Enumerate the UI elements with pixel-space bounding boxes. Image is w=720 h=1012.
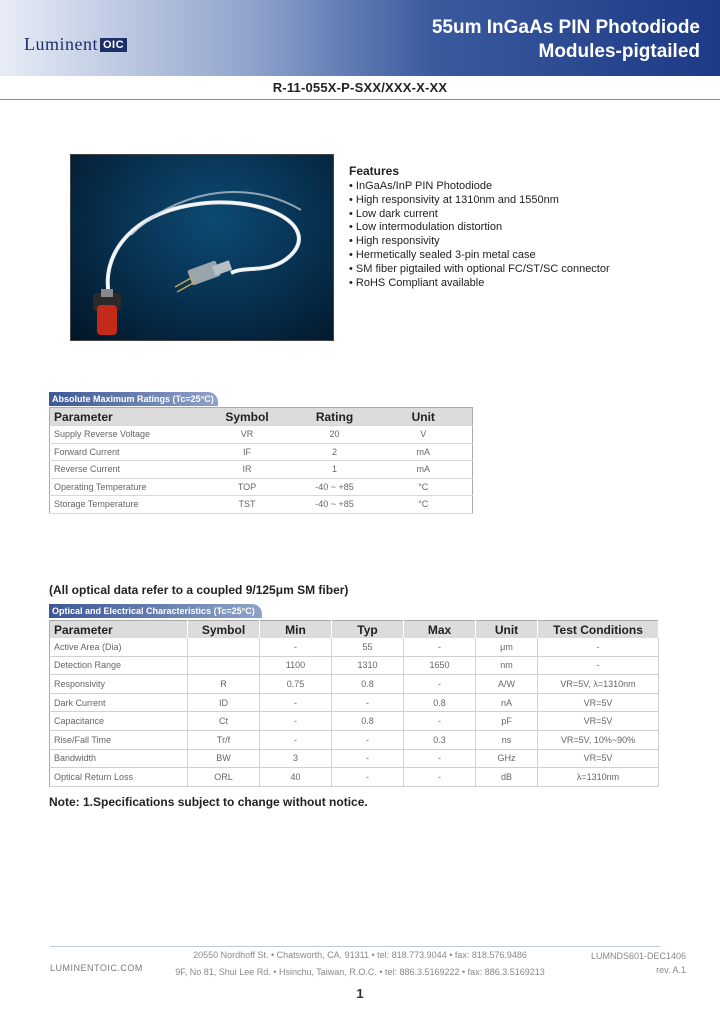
cell: Dark Current [50, 693, 188, 712]
cell: A/W [476, 675, 538, 694]
feature-item: • RoHS Compliant available [349, 277, 610, 291]
divider [0, 99, 720, 100]
col-header: Test Conditions [538, 621, 659, 639]
optical-note: (All optical data refer to a coupled 9/125μm SM fiber) [49, 583, 349, 597]
cell: λ=1310nm [538, 768, 659, 787]
table-row [50, 712, 659, 731]
abs-max-table [49, 407, 473, 514]
cell: - [332, 768, 404, 787]
document-title-line2: Modules-pigtailed [538, 41, 700, 62]
product-photo [70, 154, 334, 341]
table-row [50, 675, 659, 694]
cell: Detection Range [50, 656, 188, 675]
cell: 1310 [332, 656, 404, 675]
cell: pF [476, 712, 538, 731]
cell: - [538, 638, 659, 656]
cell: - [404, 768, 476, 787]
cell: 1650 [404, 656, 476, 675]
feature-item: • Hermetically sealed 3-pin metal case [349, 249, 610, 263]
cell: - [260, 730, 332, 749]
cell: Forward Current [50, 443, 200, 461]
optical-caption: Optical and Electrical Characteristics (Tc=25°C) [49, 604, 262, 618]
cell: VR=5V [538, 749, 659, 768]
part-number: R-11-055X-P-SXX/XXX-X-XX [272, 80, 448, 95]
abs-max-caption: Absolute Maximum Ratings (Tc=25°C) [49, 392, 218, 406]
col-header: Parameter [50, 408, 200, 426]
col-header: Symbol [188, 621, 260, 639]
col-header: Unit [476, 621, 538, 639]
cell: VR=5V [538, 693, 659, 712]
company-logo: Luminent OIC [24, 34, 127, 55]
cell: VR=5V, λ=1310nm [538, 675, 659, 694]
feature-item: • High responsivity at 1310nm and 1550nm [349, 194, 610, 208]
cell: - [404, 638, 476, 656]
cell: -40 ~ +85 [295, 496, 375, 514]
cell: Reverse Current [50, 461, 200, 479]
table-row [50, 478, 473, 496]
cell: Ct [188, 712, 260, 731]
cell: 1 [295, 461, 375, 479]
cell: - [260, 712, 332, 731]
table-row [50, 768, 659, 787]
cell: Responsivity [50, 675, 188, 694]
header-banner [0, 0, 720, 76]
cell: IF [200, 443, 295, 461]
cell: 0.3 [404, 730, 476, 749]
cell [188, 638, 260, 656]
cell: Storage Temperature [50, 496, 200, 514]
cell: - [260, 638, 332, 656]
table-header-row [50, 621, 659, 639]
cell: VR=5V, 10%~90% [538, 730, 659, 749]
features-title: Features [349, 164, 400, 178]
table-row [50, 693, 659, 712]
cell [188, 656, 260, 675]
cell: BW [188, 749, 260, 768]
cell: 0.8 [332, 675, 404, 694]
document-id: LUMNDS601-DEC1406 [590, 951, 686, 961]
optical-table [49, 620, 659, 787]
cell: VR=5V [538, 712, 659, 731]
table-row [50, 426, 473, 444]
cell: GHz [476, 749, 538, 768]
cell: 1100 [260, 656, 332, 675]
table-row [50, 730, 659, 749]
document-title-line1: 55um InGaAs PIN Photodiode [431, 17, 700, 38]
feature-item: • SM fiber pigtailed with optional FC/ST/SC connector [349, 263, 610, 277]
feature-item: • InGaAs/InP PIN Photodiode [349, 180, 610, 194]
cell: 40 [260, 768, 332, 787]
feature-item: • Low dark current [349, 208, 610, 222]
cell: 3 [260, 749, 332, 768]
cell: Capacitance [50, 712, 188, 731]
cell: Tr/f [188, 730, 260, 749]
cell: IR [200, 461, 295, 479]
table-row [50, 496, 473, 514]
cell: TOP [200, 478, 295, 496]
col-header: Typ [332, 621, 404, 639]
address-us: 20550 Nordhoff St. • Chatsworth, CA. 91311 • tel: 818.773.9044 • fax: 818.576.9486 [193, 950, 527, 960]
cell: μm [476, 638, 538, 656]
cell: 2 [295, 443, 375, 461]
col-header: Rating [295, 408, 375, 426]
cell: ID [188, 693, 260, 712]
cell: V [375, 426, 473, 444]
features-section [349, 164, 610, 290]
cell: 0.8 [332, 712, 404, 731]
cell: 0.75 [260, 675, 332, 694]
cell: Operating Temperature [50, 478, 200, 496]
cell: 55 [332, 638, 404, 656]
spec-note: Note: 1.Specifications subject to change without notice. [49, 795, 368, 809]
cell: 0.8 [404, 693, 476, 712]
cell: TST [200, 496, 295, 514]
cell: R [188, 675, 260, 694]
cell: - [332, 730, 404, 749]
col-header: Symbol [200, 408, 295, 426]
cell: - [332, 749, 404, 768]
cell: mA [375, 443, 473, 461]
page-number: 1 [356, 986, 364, 1001]
cell: - [404, 675, 476, 694]
cell: - [404, 712, 476, 731]
website-link[interactable]: LUMINENTOIC.COM [50, 963, 143, 973]
cell: ns [476, 730, 538, 749]
table-row [50, 461, 473, 479]
cell: -40 ~ +85 [295, 478, 375, 496]
col-header: Max [404, 621, 476, 639]
col-header: Parameter [50, 621, 188, 639]
cell: mA [375, 461, 473, 479]
cell: 20 [295, 426, 375, 444]
feature-item: • Low intermodulation distortion [349, 221, 610, 235]
col-header: Unit [375, 408, 473, 426]
cell: Rise/Fall Time [50, 730, 188, 749]
cell: nA [476, 693, 538, 712]
cell: - [260, 693, 332, 712]
table-row [50, 443, 473, 461]
cell: Supply Reverse Voltage [50, 426, 200, 444]
feature-item: • High responsivity [349, 235, 610, 249]
table-row [50, 749, 659, 768]
table-row [50, 638, 659, 656]
cell: nm [476, 656, 538, 675]
col-header: Min [260, 621, 332, 639]
revision: rev. A.1 [656, 965, 686, 975]
footer-divider [50, 946, 660, 947]
cell: - [404, 749, 476, 768]
cell: VR [200, 426, 295, 444]
cell: - [538, 656, 659, 675]
cell: °C [375, 478, 473, 496]
table-header-row [50, 408, 473, 426]
cell: dB [476, 768, 538, 787]
cell: Bandwidth [50, 749, 188, 768]
cell: Active Area (Dia) [50, 638, 188, 656]
address-taiwan: 9F, No 81, Shui Lee Rd. • Hsinchu, Taiwan, R.O.C. • tel: 886.3.5169222 • fax: 886.3.5169213 [175, 967, 545, 977]
cell: Optical Return Loss [50, 768, 188, 787]
cell: - [332, 693, 404, 712]
cell: ORL [188, 768, 260, 787]
table-row [50, 656, 659, 675]
cell: °C [375, 496, 473, 514]
